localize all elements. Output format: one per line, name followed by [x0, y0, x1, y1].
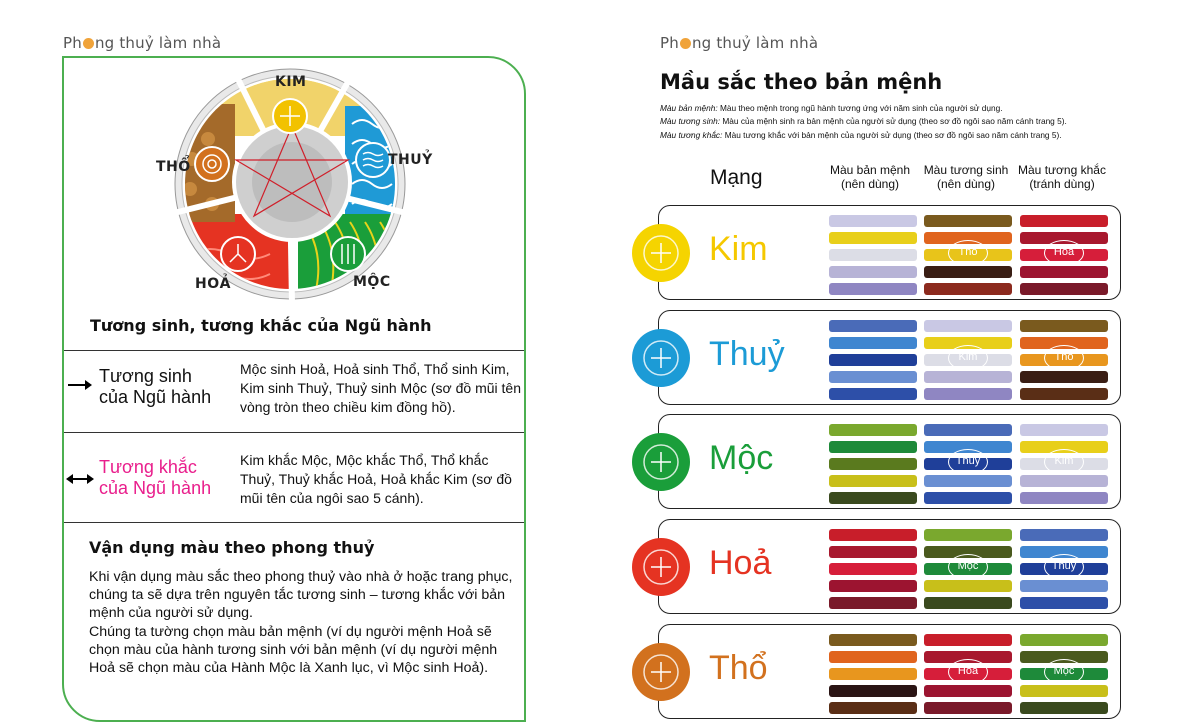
color-swatch [829, 580, 917, 592]
color-swatch [829, 702, 917, 714]
legend-notes [660, 102, 1067, 142]
arrow-right-icon [68, 384, 90, 386]
color-swatch [1020, 580, 1108, 592]
element-icon [632, 643, 690, 701]
source-element-label: Hoả [1044, 240, 1084, 266]
color-swatch [829, 215, 917, 227]
color-swatch [829, 249, 917, 261]
color-swatch [924, 388, 1012, 400]
source-element-label: Thuỷ [948, 449, 988, 475]
label-moc: MỘC [353, 274, 391, 290]
section-title-tuong-sinh-khac: Tương sinh, tương khắc của Ngũ hành [90, 316, 432, 335]
color-swatch [924, 475, 1012, 487]
column-header-tuong-sinh: Màu tương sinh (nên dùng) [923, 163, 1009, 191]
color-swatch [1020, 215, 1108, 227]
label-kim: KIM [275, 74, 307, 90]
color-swatch [829, 424, 917, 436]
note-tuong-khac: Màu tương khắc: Màu tương khắc với bản mệnh của người sử dụng (theo sơ đồ ngôi sao năm cánh trang 5). [660, 129, 1062, 140]
flower-icon [83, 38, 94, 49]
color-swatch [924, 424, 1012, 436]
source-element-label: Hoả [948, 659, 988, 685]
row-text-tuong-sinh: Mộc sinh Hoả, Hoả sinh Thổ, Thổ sinh Kim, Kim sinh Thuỷ, Thuỷ sinh Mộc (sơ đồ mũi tên vòng tròn theo chiều kim đồng hồ). [240, 361, 521, 415]
color-swatch [829, 492, 917, 504]
note-tuong-sinh: Màu tương sinh: Màu của mệnh sinh ra bản mệnh của người sử dụng (theo sơ đồ ngôi sao năm cánh trang 5). [660, 116, 1067, 127]
color-swatch [829, 685, 917, 697]
color-swatch [829, 546, 917, 558]
color-swatch [829, 232, 917, 244]
color-swatch [1020, 371, 1108, 383]
divider [64, 350, 524, 351]
color-swatch [1020, 597, 1108, 609]
color-swatch [924, 283, 1012, 295]
color-swatch [829, 320, 917, 332]
color-swatch [829, 475, 917, 487]
element-name: Hoả [709, 544, 772, 582]
color-swatch [924, 266, 1012, 278]
element-card [658, 310, 1121, 405]
wheel-illustration [120, 64, 460, 304]
element-card [658, 519, 1121, 614]
color-swatch [829, 529, 917, 541]
page-title: Mầu sắc theo bản mệnh [660, 70, 943, 94]
source-element-label: Mộc [948, 554, 988, 580]
color-swatch [924, 634, 1012, 646]
color-swatch [924, 597, 1012, 609]
color-swatch [829, 388, 917, 400]
color-swatch [1020, 266, 1108, 278]
element-icon [632, 224, 690, 282]
color-swatch [829, 668, 917, 680]
flower-icon [680, 38, 691, 49]
color-swatch [1020, 475, 1108, 487]
element-name: Thổ [709, 649, 768, 687]
color-swatch [924, 371, 1012, 383]
divider [64, 522, 524, 523]
double-arrow-icon [68, 478, 92, 480]
color-swatch [924, 702, 1012, 714]
label-tho: THỔ [156, 159, 191, 175]
element-icon [632, 538, 690, 596]
label-hoa: HOẢ [195, 276, 231, 292]
color-swatch [829, 597, 917, 609]
color-swatch [924, 580, 1012, 592]
color-swatch [924, 320, 1012, 332]
five-elements-wheel [120, 64, 460, 304]
color-swatch [924, 492, 1012, 504]
element-name: Thuỷ [709, 335, 785, 373]
color-swatch [924, 529, 1012, 541]
color-swatch [829, 651, 917, 663]
row-label-tuong-khac: Tương khắc của Ngũ hành [99, 457, 212, 498]
color-swatch [829, 563, 917, 575]
label-thuy: THUỶ [388, 152, 433, 168]
source-element-label: Kim [1044, 449, 1084, 475]
color-swatch [1020, 388, 1108, 400]
color-swatch [829, 266, 917, 278]
column-header-tuong-khac: Màu tương khắc (tránh dùng) [1018, 163, 1106, 191]
color-swatch [1020, 529, 1108, 541]
element-card [658, 205, 1121, 300]
divider [64, 432, 524, 433]
page-header: Ph ng thuỷ làm nhà [660, 34, 819, 52]
color-swatch [829, 458, 917, 470]
color-swatch [1020, 634, 1108, 646]
section-title-van-dung: Vận dụng màu theo phong thuỷ [89, 538, 375, 557]
note-ban-menh: Màu bản mệnh: Màu theo mệnh trong ngũ hành tương ứng với năm sinh của người sử dụng. [660, 103, 1003, 113]
row-label-tuong-sinh: Tương sinh của Ngũ hành [99, 366, 212, 407]
paragraph: Chúng ta tường chọn màu bản mệnh (ví dụ người mệnh Hoả sẽ chọn màu của hành tương sinh với bản mệnh (ví dụ người mệnh Hoả sẽ chọn màu của Hành Mộc là Xanh lục, vì Mộc sinh Hoả). [89, 624, 498, 677]
color-swatch [829, 354, 917, 366]
source-element-label: Kim [948, 345, 988, 371]
color-swatch [924, 685, 1012, 697]
color-swatch [829, 441, 917, 453]
column-header-ban-menh: Màu bản mệnh (nên dùng) [829, 163, 911, 191]
color-swatch [924, 215, 1012, 227]
row-text-tuong-khac: Kim khắc Mộc, Mộc khắc Thổ, Thổ khắc Thuỷ, Thuỷ khắc Hoả, Hoả khắc Kim (sơ đồ mũi tên của ngôi sao 5 cánh). [240, 452, 512, 506]
color-swatch [1020, 702, 1108, 714]
color-swatch [1020, 283, 1108, 295]
paragraph: Khi vận dụng màu sắc theo phong thuỷ vào nhà ở hoặc trang phục, chúng ta sẽ dựa trên nguyên tắc tương sinh – tương khắc với bản mệnh của người sử dụng. [89, 569, 513, 622]
page-header: Ph ng thuỷ làm nhà [63, 34, 222, 52]
element-name: Mộc [709, 439, 774, 477]
source-element-label: Thổ [1044, 345, 1084, 371]
element-icon [632, 433, 690, 491]
color-swatch [829, 371, 917, 383]
element-card [658, 624, 1121, 719]
color-swatch [1020, 320, 1108, 332]
color-swatch [829, 337, 917, 349]
source-element-label: Mộc [1044, 659, 1084, 685]
element-card [658, 414, 1121, 509]
source-element-label: Thuỷ [1044, 554, 1084, 580]
source-element-label: Thổ [948, 240, 988, 266]
color-swatch [1020, 424, 1108, 436]
color-swatch [1020, 685, 1108, 697]
color-swatch [1020, 492, 1108, 504]
color-swatch [829, 283, 917, 295]
element-name: Kim [709, 230, 768, 268]
element-icon [632, 329, 690, 387]
color-swatch [829, 634, 917, 646]
right-page [590, 0, 1180, 727]
column-header-mang: Mạng [710, 166, 763, 189]
